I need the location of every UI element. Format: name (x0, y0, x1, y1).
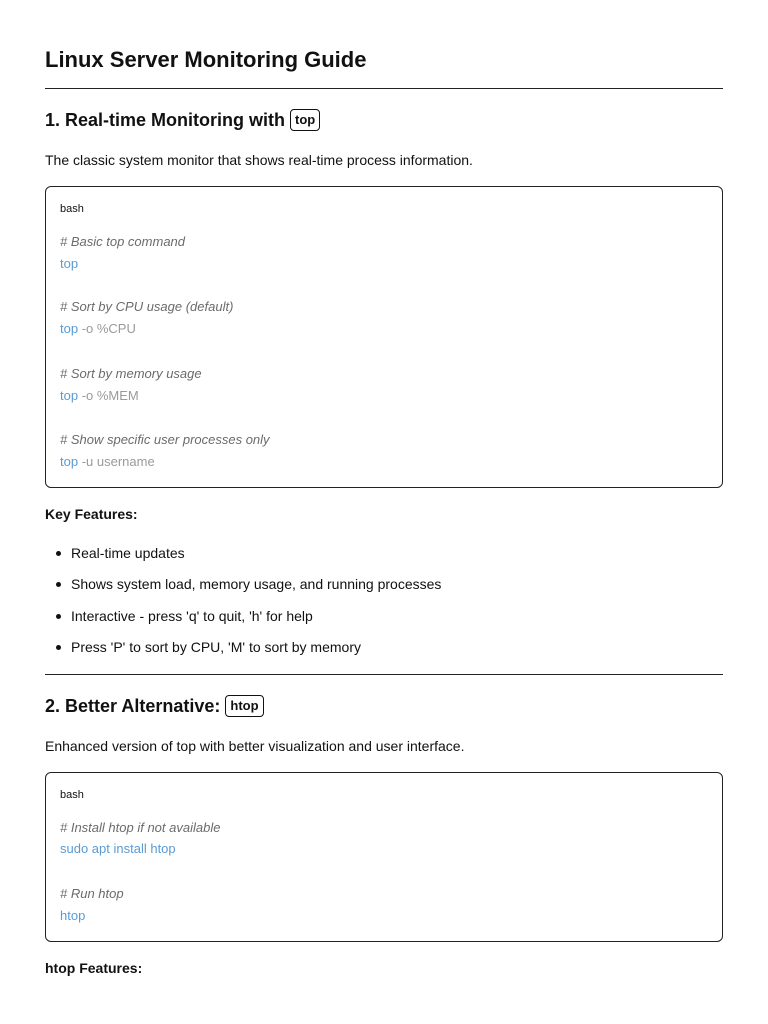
code-comment: # Show specific user processes only (60, 432, 270, 447)
code-command-line (60, 255, 78, 273)
code-command: htop (60, 908, 86, 923)
section-1-description: The classic system monitor that shows real-time process information. (45, 152, 473, 168)
code-command: top (60, 321, 79, 336)
code-language-label: bash (60, 203, 84, 215)
code-command: top (60, 454, 79, 469)
section-1-features-label: Key Features: (45, 506, 138, 522)
code-command: top (60, 256, 79, 271)
bullet-icon (56, 614, 61, 619)
code-command: sudo apt install htop (60, 841, 176, 856)
page-title: Linux Server Monitoring Guide (45, 47, 367, 72)
section-1-code-block[interactable] (45, 186, 723, 488)
bullet-icon (56, 551, 61, 556)
bullet-icon (56, 582, 61, 587)
section-2-heading (45, 693, 264, 719)
code-command-line (60, 320, 136, 338)
bullet-icon (56, 645, 61, 650)
section-2-features-label: htop Features: (45, 960, 143, 976)
code-comment: # Sort by CPU usage (default) (60, 299, 234, 314)
section-divider (45, 674, 723, 675)
title-divider (45, 88, 723, 89)
section-1-heading (45, 107, 320, 133)
section-1-heading-text: 1. Real-time Monitoring with (45, 110, 286, 130)
code-comment: # Basic top command (60, 234, 186, 249)
code-command-line (60, 907, 85, 925)
code-language-label: bash (60, 789, 84, 801)
code-args: -o %MEM (78, 388, 139, 403)
code-command: top (60, 388, 79, 403)
code-comment: # Sort by memory usage (60, 366, 202, 381)
code-args: -u username (78, 454, 155, 469)
code-command-line (60, 387, 139, 405)
code-args: -o %CPU (78, 321, 136, 336)
code-command-line (60, 840, 176, 858)
code-command-line (60, 453, 155, 471)
code-comment: # Install htop if not available (60, 820, 221, 835)
section-2-code-block[interactable] (45, 772, 723, 942)
section-2-description: Enhanced version of top with better visualization and user interface. (45, 738, 465, 754)
section-1-heading-code: top (290, 109, 320, 131)
section-2-heading-code: htop (225, 695, 263, 717)
code-comment: # Run htop (60, 886, 124, 901)
section-2-heading-text: 2. Better Alternative: (45, 696, 221, 716)
